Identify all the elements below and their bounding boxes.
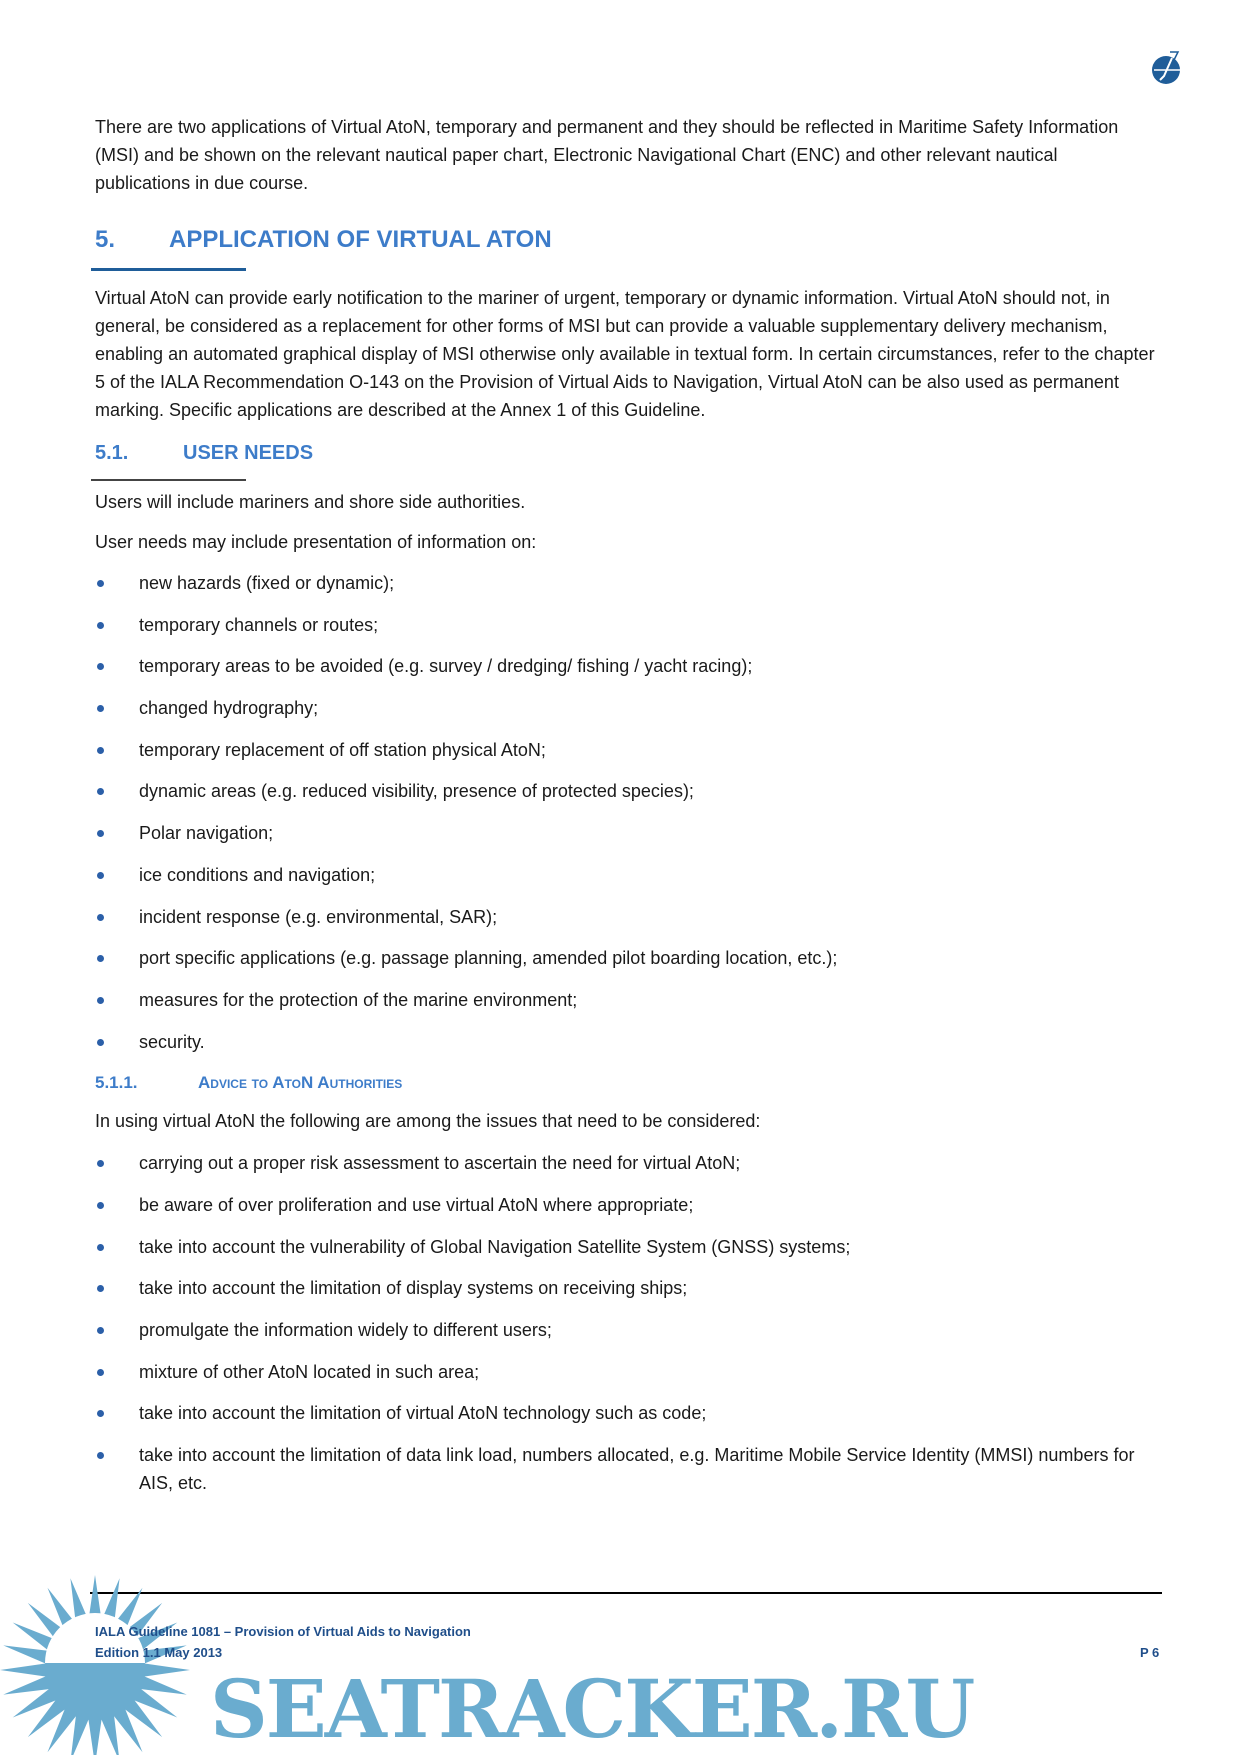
list-item xyxy=(95,1441,1155,1497)
list-item xyxy=(95,1233,1155,1261)
list-item-text: promulgate the information widely to different users; xyxy=(139,1320,552,1340)
list-item-text: take into account the limitation of display systems on receiving ships; xyxy=(139,1278,688,1299)
list-item-text: mixture of other AtoN located in such area; xyxy=(139,1361,480,1382)
list-item-text: ice conditions and navigation; xyxy=(139,864,376,885)
list-item xyxy=(95,611,1155,639)
section-5-1-heading xyxy=(95,438,1155,468)
list-item xyxy=(95,986,1155,1014)
bullet-icon xyxy=(97,1160,104,1167)
section-title: USER NEEDS xyxy=(183,442,314,464)
list-item-text: security. xyxy=(139,1031,205,1052)
bullet-icon xyxy=(97,997,104,1004)
bullet-icon xyxy=(97,663,104,670)
bullet-icon xyxy=(97,872,104,879)
list-item-text: take into account the vulnerability of Global Navigation Satellite System (GNSS) systems; xyxy=(139,1236,851,1257)
list-item-text: changed hydrography; xyxy=(139,698,319,719)
list-item xyxy=(95,903,1155,931)
bullet-icon xyxy=(97,705,104,712)
bullet-icon xyxy=(97,955,104,962)
bullet-icon xyxy=(97,914,104,921)
bullet-icon xyxy=(97,580,104,587)
page-content xyxy=(95,113,1155,1511)
list-item xyxy=(95,777,1155,805)
section-number: 5.1.1. xyxy=(95,1073,138,1093)
bullet-icon xyxy=(97,1202,104,1209)
paragraph: Users will include mariners and shore side authorities. xyxy=(95,492,526,512)
list-item xyxy=(95,1149,1155,1177)
section-5-paragraph: Virtual AtoN can provide early notification to the mariner of urgent, temporary or dynamic information. Virtual AtoN should not, in general, be considered as a replacement for other forms of MSI but can provide a valuable supplementary delivery mechanism, enabling an automated graphical display of MSI otherwise only available in textual form. In certain circumstances, refer to the chapter 5 of the IALA Recommendation O-143 on the Provision of Virtual Aids to Navigation, Virtual AtoN can be also used as permanent marking. Specific applications are described at the Annex 1 of this Guideline. xyxy=(95,288,1155,420)
bullet-icon xyxy=(97,1452,104,1459)
heading-rule xyxy=(91,479,246,481)
bullet-icon xyxy=(97,1369,104,1376)
section-title: APPLICATION OF VIRTUAL ATON xyxy=(169,226,552,253)
list-item-text: carrying out a proper risk assessment to ascertain the need for virtual AtoN; xyxy=(139,1153,741,1174)
bullet-icon xyxy=(97,747,104,754)
bullet-icon xyxy=(97,830,104,837)
sun-watermark-icon xyxy=(0,1575,200,1755)
iala-logo xyxy=(1150,48,1186,88)
list-item-text: measures for the protection of the marine environment; xyxy=(139,989,578,1010)
section-5-1-1-heading xyxy=(95,1069,1155,1097)
list-item-text: dynamic areas (e.g. reduced visibility, presence of protected species); xyxy=(139,781,694,802)
bullet-icon xyxy=(97,788,104,795)
section-title: Advice to AtoN Authorities xyxy=(198,1073,403,1093)
list-item xyxy=(95,1358,1155,1386)
list-item-text: new hazards (fixed or dynamic); xyxy=(139,573,395,593)
bullet-icon xyxy=(97,622,104,629)
bullet-icon xyxy=(97,1327,104,1334)
footer-page-number: P 6 xyxy=(1140,1645,1160,1660)
footer-edition: Edition 1.1 May 2013 xyxy=(95,1645,223,1660)
list-item xyxy=(95,1191,1155,1219)
list-item xyxy=(95,861,1155,889)
advice-list xyxy=(95,1149,1155,1497)
list-item xyxy=(95,652,1155,680)
list-item-text: port specific applications (e.g. passage planning, amended pilot boarding location, etc.); xyxy=(139,948,838,969)
footer-rule xyxy=(90,1592,1162,1594)
list-item-text: incident response (e.g. environmental, SAR); xyxy=(139,906,498,927)
list-item-text: temporary areas to be avoided (e.g. survey / dredging/ fishing / yacht racing); xyxy=(139,656,753,677)
list-item xyxy=(95,1316,1155,1344)
list-item xyxy=(95,1028,1155,1056)
list-item xyxy=(95,736,1155,764)
footer-document-title: IALA Guideline 1081 – Provision of Virtual Aids to Navigation xyxy=(95,1624,471,1639)
list-item-text: be aware of over proliferation and use virtual AtoN where appropriate; xyxy=(139,1194,694,1215)
list-item xyxy=(95,1274,1155,1302)
list-item xyxy=(95,569,1155,597)
list-item xyxy=(95,819,1155,847)
list-item-text: take into account the limitation of data link load, numbers allocated, e.g. Maritime Mobile Service Identity (MMSI) numbers for AIS, etc. xyxy=(139,1445,1135,1494)
list-item-text: take into account the limitation of virtual AtoN technology such as code; xyxy=(139,1403,707,1424)
intro-paragraph: There are two applications of Virtual AtoN, temporary and permanent and they should be reflected in Maritime Safety Information (MSI) and be shown on the relevant nautical paper chart, Electronic Navigational Chart (ENC) and other relevant nautical publications in due course. xyxy=(95,117,1119,193)
bullet-icon xyxy=(97,1410,104,1417)
section-number: 5. xyxy=(95,226,116,253)
section-number: 5.1. xyxy=(95,442,129,464)
list-item-text: temporary replacement of off station physical AtoN; xyxy=(139,739,546,760)
watermark: SEATRACKER.RU xyxy=(210,1662,974,1756)
paragraph: User needs may include presentation of information on: xyxy=(95,532,537,552)
list-item xyxy=(95,944,1155,972)
list-item-text: Polar navigation; xyxy=(139,823,274,844)
bullet-icon xyxy=(97,1244,104,1251)
bullet-icon xyxy=(97,1039,104,1046)
paragraph: In using virtual AtoN the following are among the issues that need to be considered: xyxy=(95,1111,761,1132)
list-item xyxy=(95,694,1155,722)
list-item-text: temporary channels or routes; xyxy=(139,614,379,635)
bullet-icon xyxy=(97,1285,104,1292)
section-5-heading xyxy=(95,224,1155,256)
heading-rule xyxy=(91,268,246,271)
user-needs-list xyxy=(95,569,1155,1056)
list-item xyxy=(95,1399,1155,1427)
